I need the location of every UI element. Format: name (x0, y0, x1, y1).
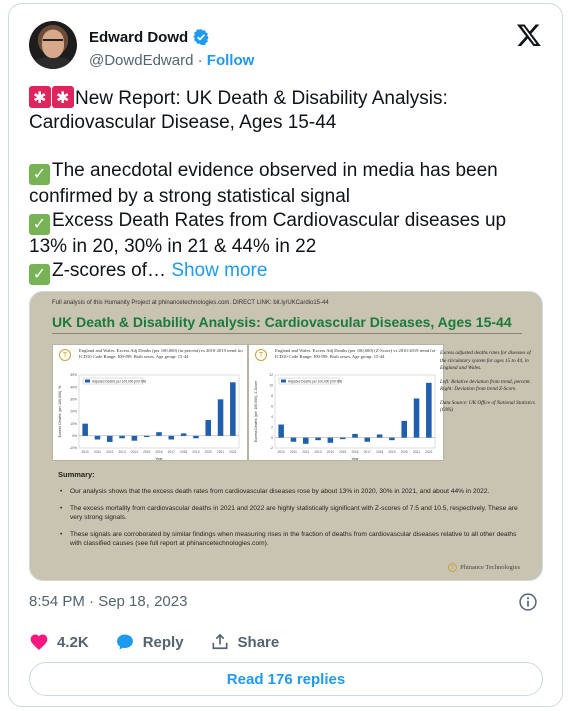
x-tick-label: 2014 (130, 450, 138, 454)
data-bar (291, 438, 297, 442)
share-icon (210, 632, 230, 652)
y-tick-label: 6 (271, 404, 273, 409)
data-bar (95, 436, 101, 440)
heart-icon (29, 632, 49, 652)
y-tick-label: 2 (271, 425, 273, 430)
x-tick-label: 2012 (302, 450, 310, 454)
legend-swatch (281, 380, 286, 383)
side-note: Excess adjusted deaths rates for diseases of the circulatory system for ages 15 to 44, in England and Wales. (440, 350, 531, 371)
x-tick-label: 2019 (192, 450, 200, 454)
x-tick-label: 2016 (155, 450, 163, 454)
data-bar (144, 436, 150, 437)
tweet-media-image[interactable] (29, 291, 543, 581)
y-tick-label: 10% (70, 421, 77, 426)
chart-panel-zscore (248, 344, 444, 461)
tweet-card (8, 3, 563, 707)
like-count: 4.2K (57, 633, 89, 651)
data-bar (278, 425, 284, 438)
y-axis-label: Excess Deaths (per 100,000), % (58, 385, 62, 438)
x-tick-label: 2013 (314, 450, 322, 454)
action-bar (29, 631, 305, 653)
tweet-text (29, 86, 549, 285)
side-note: Data Source: UK Office of National Statistics (ONS) (440, 399, 535, 413)
data-bar (218, 399, 224, 435)
legend-label: Adjusted Deaths per 100,000 (I00-I99) (288, 379, 343, 384)
y-axis-label: Excess Deaths (per 100,000), Z-Score (254, 380, 258, 443)
data-bar (107, 436, 113, 442)
x-tick-label: 2017 (363, 450, 371, 454)
media-source-line: Full analysis of this Humanity Project at phinancetechnologies.com. DIRECT LINK: bit.ly/UKCardio15-44 (52, 300, 329, 306)
x-tick-label: 2021 (412, 450, 421, 454)
data-bar (169, 436, 175, 440)
phinance-logo-icon: T (255, 349, 267, 361)
x-tick-label: 2016 (351, 450, 359, 454)
follow-button[interactable]: Follow (206, 52, 255, 69)
brand-mark (448, 563, 520, 572)
x-tick-label: 2010 (277, 450, 285, 454)
summary-bullet: • Our analysis shows that the excess death rates from cardiovascular diseases rose by about 13% in 2020, 30% in 2021, and about 44% in 2022. (58, 487, 528, 496)
x-logo-icon[interactable] (516, 22, 542, 48)
media-title: UK Death & Disability Analysis: Cardiovascular Diseases, Ages 15-44 (52, 314, 512, 330)
brand-name: Phinance Technologies (460, 564, 520, 571)
x-axis-label: Year (155, 457, 163, 461)
data-bar (193, 436, 199, 438)
tweet-timestamp[interactable]: 8:54 PM · Sep 18, 2023 (29, 593, 188, 610)
x-tick-label: 2014 (326, 450, 334, 454)
x-tick-label: 2017 (167, 450, 175, 454)
data-bar (132, 436, 138, 441)
data-bar (230, 382, 236, 436)
data-bar (328, 438, 334, 443)
summary-section (58, 470, 528, 556)
y-tick-label: 4 (271, 414, 273, 419)
zscore-bar-chart (249, 345, 445, 462)
x-tick-label: 2022 (425, 450, 433, 454)
data-bar (181, 433, 187, 435)
data-bar (315, 438, 321, 441)
chart-title: England and Wales. Excess Adj Deaths (per 100,000) (in percent) vs 2010-2019 trend for ICD10 Code Range: I00-I99. Both sexes. Age group: 15-44 (79, 348, 243, 359)
x-tick-label: 2018 (376, 450, 384, 454)
data-bar (389, 438, 395, 441)
like-button[interactable] (29, 632, 89, 652)
y-tick-label: 20% (70, 409, 77, 414)
check-mark-emoji-icon: ✓ (29, 264, 50, 285)
x-axis-label: Year (351, 457, 359, 461)
show-more-link[interactable]: Show more (171, 260, 268, 281)
chart-title: England and Wales. Excess Adj Deaths (per 100,000) (Z-Score) vs 2010-2019 trend for ICD10 Code Range: I00-I99. Both sexes. Age group: 15-44 (275, 348, 436, 359)
data-bar (401, 421, 407, 438)
data-bar (340, 438, 346, 440)
data-bar (414, 398, 420, 437)
x-tick-label: 2012 (106, 450, 114, 454)
side-note: Left: Relative deviation from trend, percent. Right: Deviation from trend Z-Score. (440, 378, 531, 392)
reply-button[interactable] (115, 632, 184, 652)
data-bar (365, 438, 371, 442)
check-mark-emoji-icon: ✓ (29, 164, 50, 185)
x-tick-label: 2015 (339, 450, 347, 454)
x-tick-label: 2013 (118, 450, 126, 454)
author-name[interactable]: Edward Dowd (89, 28, 189, 46)
info-icon[interactable] (518, 592, 538, 612)
x-tick-label: 2022 (229, 450, 237, 454)
reply-bubble-icon (115, 632, 135, 652)
tweet-line-3: ✓ Excess Death Rates from Cardiovascular diseases up 13% in 20, 30% in 21 & 44% in 22 (29, 210, 507, 257)
x-tick-label: 2021 (216, 450, 225, 454)
siren-emoji-icon (29, 86, 51, 108)
data-bar (205, 420, 211, 436)
x-tick-label: 2018 (180, 450, 188, 454)
y-tick-label: 10 (269, 383, 273, 388)
x-tick-label: 2011 (94, 450, 101, 454)
data-bar (377, 434, 383, 437)
legend-label: Adjusted Deaths per 100,000 (I00-I99) (92, 379, 147, 384)
phinance-logo-icon: T (448, 563, 457, 572)
summary-title: Summary: (58, 470, 95, 479)
author-handle[interactable]: @DowdEdward (89, 52, 194, 69)
y-tick-label: -2 (269, 446, 273, 451)
phinance-logo-icon: T (59, 349, 71, 361)
share-button[interactable] (210, 632, 280, 652)
siren-emoji-icon (52, 86, 74, 108)
summary-bullet: • The excess mortality from cardiovascular deaths in 2021 and 2022 are highly statistically significant with Z-scores of 7.5 and 10.5, respectively. These are very strong signals. (58, 504, 528, 522)
data-bar (352, 434, 358, 438)
y-tick-label: 30% (70, 397, 77, 402)
tweet-line-2: ✓ The anecdotal evidence observed in media has been confirmed by a strong statistical signal (29, 160, 498, 207)
y-tick-label: 0 (271, 435, 273, 440)
data-bar (426, 383, 432, 438)
y-tick-label: 0% (72, 434, 77, 439)
y-tick-label: -10% (69, 446, 77, 451)
check-mark-emoji-icon: ✓ (29, 214, 50, 235)
y-tick-label: 50% (70, 373, 77, 378)
summary-bullet: • These signals are corroborated by similar findings when measuring rises in the fraction of deaths from cardiovascular diseases relative to all other deaths with classified causes (see full report at phinancetechnologies.com). (58, 530, 528, 548)
verified-badge-icon (192, 28, 210, 46)
avatar[interactable] (29, 21, 77, 69)
x-tick-label: 2011 (290, 450, 297, 454)
x-tick-label: 2020 (204, 450, 212, 454)
y-tick-label: 40% (70, 385, 77, 390)
chart-panel-percent (52, 344, 248, 461)
plot-frame (79, 375, 239, 448)
separator-dot: · (197, 52, 203, 69)
x-tick-label: 2010 (81, 450, 89, 454)
legend-swatch (85, 380, 90, 383)
y-tick-label: 8 (271, 394, 273, 399)
data-bar (303, 438, 309, 444)
x-tick-label: 2015 (143, 450, 151, 454)
reply-label: Reply (142, 633, 184, 651)
data-bar (156, 432, 162, 436)
x-tick-label: 2019 (388, 450, 396, 454)
chart-side-notes (440, 350, 535, 421)
tweet-line-1: ✱✱New Report: UK Death & Disability Analysis: Cardiovascular Disease, Ages 15-44 (29, 86, 549, 135)
tweet-line-4: ✓ Z-scores of… Show more (29, 259, 549, 285)
percent-bar-chart (53, 345, 249, 462)
x-tick-label: 2020 (400, 450, 408, 454)
share-label: Share (237, 633, 280, 651)
data-bar (82, 424, 88, 436)
author-handle-row (89, 52, 254, 69)
y-tick-label: 12 (269, 373, 273, 378)
data-bar (119, 436, 125, 438)
author-name-row[interactable] (89, 28, 210, 46)
read-replies-button[interactable]: Read 176 replies (29, 662, 543, 696)
